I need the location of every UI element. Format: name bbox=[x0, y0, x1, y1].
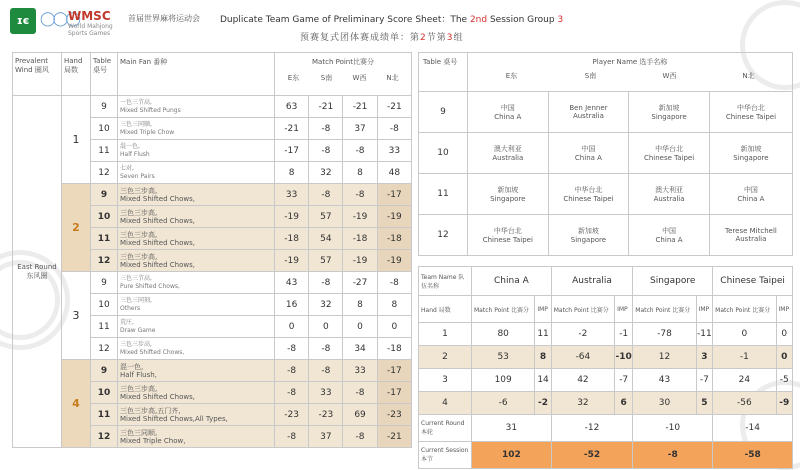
imp-cell: 14 bbox=[535, 369, 551, 392]
main-fan bbox=[118, 404, 275, 426]
match-point-cell: -1 bbox=[713, 346, 776, 369]
fan-chinese: 三色三节高, bbox=[120, 274, 152, 282]
fan-chinese: 七对, bbox=[120, 164, 134, 172]
match-point-cell: -17 bbox=[377, 184, 411, 206]
imp-cell: -1 bbox=[615, 323, 633, 346]
player-team: China A bbox=[574, 154, 602, 162]
match-point-cell: 33 bbox=[275, 184, 309, 206]
match-point-cell: 12 bbox=[633, 346, 696, 369]
hand-number: 1 bbox=[62, 96, 91, 184]
table-number: 9 bbox=[419, 92, 468, 133]
page-header bbox=[0, 0, 800, 46]
table-number: 9 bbox=[91, 96, 118, 118]
match-point-cell: 57 bbox=[309, 206, 343, 228]
main-fan bbox=[118, 250, 275, 272]
player-name-cell bbox=[468, 92, 549, 133]
main-fan bbox=[118, 272, 275, 294]
match-point-cell: -8 bbox=[309, 118, 343, 140]
rings-icon: ◯◯◯ bbox=[40, 11, 79, 27]
hand-row bbox=[13, 184, 412, 206]
match-point-cell: 16 bbox=[275, 294, 309, 316]
page-subtitle: 预赛复式团体赛成绩单：第2节第3组 bbox=[300, 33, 464, 43]
table-number: 10 bbox=[91, 294, 118, 316]
table-number: 12 bbox=[91, 426, 118, 448]
match-point-cell: 80 bbox=[472, 323, 535, 346]
player-team: Singapore bbox=[733, 154, 769, 162]
player-team: Singapore bbox=[570, 236, 607, 244]
player-name-cell bbox=[629, 92, 710, 133]
hand-number: 3 bbox=[62, 272, 91, 360]
header-match-point: Match Point 比赛分 bbox=[713, 296, 776, 323]
match-point-cell: 54 bbox=[309, 228, 343, 250]
fan-chinese: 三色三步高, bbox=[120, 186, 158, 195]
player-team: Australia bbox=[492, 154, 524, 162]
match-point-cell: 43 bbox=[275, 272, 309, 294]
player-name-cell bbox=[709, 92, 792, 133]
imp-cell: 5 bbox=[696, 392, 713, 415]
match-point-cell: -2 bbox=[551, 323, 614, 346]
player-name-cell bbox=[629, 215, 710, 256]
fan-english: Mixed Shifted Chows, bbox=[120, 392, 195, 401]
match-point-cell: -8 bbox=[343, 426, 377, 448]
imp-cell: 3 bbox=[696, 346, 713, 369]
match-point-cell: -17 bbox=[275, 140, 309, 162]
fan-english: Mixed Shifted Chows,All Types, bbox=[120, 414, 228, 423]
match-point-cell: -19 bbox=[343, 206, 377, 228]
player-row bbox=[419, 133, 793, 174]
table-number: 10 bbox=[91, 206, 118, 228]
match-point-cell: -21 bbox=[275, 118, 309, 140]
player-name: 中国 bbox=[662, 227, 677, 235]
team-hand-row bbox=[419, 392, 793, 415]
main-fan bbox=[118, 228, 275, 250]
fan-chinese: 一色三节高, bbox=[120, 98, 152, 106]
match-point-cell: -18 bbox=[377, 338, 411, 360]
player-team: Australia bbox=[572, 112, 604, 120]
match-point-cell: -8 bbox=[309, 338, 343, 360]
current-round-cell: -10 bbox=[633, 415, 713, 442]
current-round-cell: 31 bbox=[472, 415, 552, 442]
table-number: 11 bbox=[419, 174, 468, 215]
fan-english: Half Flush, bbox=[120, 370, 157, 379]
fan-chinese: 三色三步高, bbox=[120, 230, 158, 239]
match-point-cell: 30 bbox=[633, 392, 696, 415]
player-name: 新加坡 bbox=[740, 145, 762, 153]
player-name: 中国 bbox=[743, 186, 758, 194]
match-point-cell: -18 bbox=[275, 228, 309, 250]
player-name: 中华台北 bbox=[493, 227, 522, 235]
table-number: 9 bbox=[91, 184, 118, 206]
header-imp: IMP bbox=[776, 296, 793, 323]
imp-cell: -10 bbox=[615, 346, 633, 369]
match-point-cell: 0 bbox=[275, 316, 309, 338]
match-point-cell: -8 bbox=[275, 426, 309, 448]
header-fan: Main Fan 番种 bbox=[118, 53, 275, 96]
match-point-cell: -8 bbox=[275, 382, 309, 404]
player-name: 新加坡 bbox=[577, 227, 599, 235]
hand-number: 1 bbox=[419, 323, 472, 346]
team-hand-row bbox=[419, 369, 793, 392]
match-point-cell: 37 bbox=[343, 118, 377, 140]
table-number: 11 bbox=[91, 404, 118, 426]
table-number: 9 bbox=[91, 272, 118, 294]
header-match-point: Match Point 比赛分 bbox=[633, 296, 696, 323]
page-title: Duplicate Team Game of Preliminary Score Sheet：The 2nd Session Group 3 bbox=[220, 15, 564, 25]
imp-cell: 6 bbox=[615, 392, 633, 415]
player-name: 中华台北 bbox=[655, 145, 684, 153]
current-session-label: Current Session 本节 bbox=[419, 442, 472, 469]
org-name: 首届世界麻将运动会 bbox=[128, 14, 200, 23]
fan-chinese: 三色三同刻, bbox=[120, 296, 152, 304]
hand-number: 4 bbox=[62, 360, 91, 448]
main-fan bbox=[118, 184, 275, 206]
match-point-cell: -18 bbox=[377, 228, 411, 250]
main-fan bbox=[118, 206, 275, 228]
header-table: Table 桌号 bbox=[419, 53, 468, 92]
player-team: China A bbox=[655, 236, 683, 244]
match-point-cell: 8 bbox=[377, 294, 411, 316]
header-match-point: Match Point比赛分 E东 S南 W西 N北 bbox=[275, 53, 412, 96]
match-point-cell: -8 bbox=[343, 140, 377, 162]
fan-chinese: 三色三同顺, bbox=[120, 428, 158, 437]
match-point-cell: 37 bbox=[309, 426, 343, 448]
match-point-cell: -8 bbox=[275, 360, 309, 382]
match-point-cell: -78 bbox=[633, 323, 696, 346]
match-point-cell: -23 bbox=[377, 404, 411, 426]
match-point-cell: -8 bbox=[309, 184, 343, 206]
player-team: China A bbox=[737, 195, 765, 203]
imp-cell: -11 bbox=[696, 323, 713, 346]
main-fan bbox=[118, 162, 275, 184]
organizer-logo: ɪє bbox=[10, 8, 36, 34]
imp-cell: -5 bbox=[776, 369, 793, 392]
table-number: 12 bbox=[91, 250, 118, 272]
table-number: 10 bbox=[91, 118, 118, 140]
match-point-cell: -19 bbox=[343, 250, 377, 272]
match-point-cell: -8 bbox=[343, 184, 377, 206]
player-name: 澳大利亚 bbox=[493, 145, 522, 153]
match-point-cell: -8 bbox=[377, 118, 411, 140]
fan-chinese: 三色三同顺, bbox=[120, 120, 152, 128]
match-point-cell: -27 bbox=[343, 272, 377, 294]
player-name-cell bbox=[468, 174, 549, 215]
table-number: 10 bbox=[419, 133, 468, 174]
player-team: Chinese Taipei bbox=[563, 195, 614, 203]
match-point-cell: -19 bbox=[377, 206, 411, 228]
fan-english: Others bbox=[120, 304, 141, 312]
player-name-cell bbox=[548, 174, 629, 215]
team-name: China A bbox=[472, 267, 552, 296]
table-number: 11 bbox=[91, 140, 118, 162]
fan-english: Mixed Shifted Chows, bbox=[120, 260, 195, 269]
player-name-cell bbox=[548, 92, 629, 133]
header-wind: Prevalent Wind 圈风 bbox=[13, 53, 62, 96]
current-session-row bbox=[419, 442, 793, 469]
match-point-cell: -19 bbox=[275, 250, 309, 272]
team-name: Chinese Taipei bbox=[713, 267, 793, 296]
player-team: Singapore bbox=[490, 195, 526, 203]
match-point-cell: 53 bbox=[472, 346, 535, 369]
player-team: Singapore bbox=[651, 113, 687, 121]
player-name: 新加坡 bbox=[497, 186, 519, 194]
player-name-cell bbox=[468, 133, 549, 174]
current-round-cell: -12 bbox=[551, 415, 633, 442]
player-team: Chinese Taipei bbox=[643, 154, 695, 162]
fan-chinese: 三色三步高, bbox=[120, 208, 158, 217]
player-name-cell bbox=[548, 133, 629, 174]
match-point-cell: -6 bbox=[472, 392, 535, 415]
imp-cell: 0 bbox=[776, 323, 793, 346]
header-hand: Hand 局数 bbox=[419, 296, 472, 323]
imp-cell: 11 bbox=[535, 323, 551, 346]
fan-english: Mixed Shifted Chows, bbox=[120, 348, 185, 356]
fan-chinese: 三色三步高,五门齐, bbox=[120, 406, 181, 415]
fan-english: Seven Pairs bbox=[120, 172, 155, 180]
match-point-cell: 0 bbox=[343, 316, 377, 338]
header-match-point: Match Point 比赛分 bbox=[551, 296, 614, 323]
team-subheader bbox=[419, 296, 793, 323]
player-name: 中华台北 bbox=[736, 104, 765, 112]
match-point-cell: 8 bbox=[343, 294, 377, 316]
header-imp: IMP bbox=[535, 296, 551, 323]
match-point-cell: 32 bbox=[551, 392, 614, 415]
player-name: Ben Jenner bbox=[569, 104, 608, 112]
hand-row bbox=[13, 272, 412, 294]
fan-english: Mixed Triple Chow, bbox=[120, 436, 186, 445]
match-point-cell: -8 bbox=[309, 360, 343, 382]
player-name: 澳大利亚 bbox=[655, 186, 684, 194]
match-point-cell: -8 bbox=[309, 272, 343, 294]
match-point-cell: 32 bbox=[309, 294, 343, 316]
team-hand-row bbox=[419, 323, 793, 346]
hand-number: 2 bbox=[419, 346, 472, 369]
match-point-cell: -21 bbox=[309, 96, 343, 118]
player-name: 中国 bbox=[500, 104, 515, 112]
main-fan bbox=[118, 360, 275, 382]
header-team-name: Team Name 队伍名称 bbox=[419, 267, 472, 296]
table-number: 9 bbox=[91, 360, 118, 382]
match-point-cell: 24 bbox=[713, 369, 776, 392]
player-name: 中华台北 bbox=[574, 186, 603, 194]
main-fan bbox=[118, 140, 275, 162]
player-name-cell bbox=[548, 215, 629, 256]
header-imp: IMP bbox=[696, 296, 713, 323]
hand-number: 3 bbox=[419, 369, 472, 392]
main-fan bbox=[118, 118, 275, 140]
player-name-table bbox=[418, 52, 793, 256]
match-point-cell: -19 bbox=[275, 206, 309, 228]
wmsc-logo: ◯◯◯ WMSC World Mahjong Sports Games bbox=[40, 9, 113, 37]
match-point-cell: -8 bbox=[275, 338, 309, 360]
hand-number: 2 bbox=[62, 184, 91, 272]
fan-chinese: 三色三步高, bbox=[120, 340, 152, 348]
current-session-cell: 102 bbox=[472, 442, 552, 469]
imp-cell: -9 bbox=[776, 392, 793, 415]
header-table: Table 桌号 bbox=[91, 53, 118, 96]
match-point-cell: 33 bbox=[377, 140, 411, 162]
player-name: Terese Mitchell bbox=[725, 227, 777, 235]
match-point-cell: -17 bbox=[377, 360, 411, 382]
match-point-cell: 0 bbox=[309, 316, 343, 338]
match-point-cell: 8 bbox=[275, 162, 309, 184]
match-point-cell: -17 bbox=[377, 382, 411, 404]
match-point-cell: 8 bbox=[343, 162, 377, 184]
table-number: 12 bbox=[419, 215, 468, 256]
match-point-cell: 43 bbox=[633, 369, 696, 392]
prevalent-wind: East Round 东风圈 bbox=[13, 96, 62, 448]
match-point-cell: 32 bbox=[309, 162, 343, 184]
match-point-cell: 42 bbox=[551, 369, 614, 392]
match-point-cell: 63 bbox=[275, 96, 309, 118]
player-name-cell bbox=[709, 174, 792, 215]
player-name-cell bbox=[468, 215, 549, 256]
current-session-cell: -58 bbox=[713, 442, 793, 469]
match-point-cell: 33 bbox=[309, 382, 343, 404]
table-number: 12 bbox=[91, 162, 118, 184]
match-point-cell: 57 bbox=[309, 250, 343, 272]
match-point-cell: 0 bbox=[377, 316, 411, 338]
fan-english: Mixed Triple Chow bbox=[120, 128, 175, 136]
fan-english: Mixed Shifted Chows, bbox=[120, 238, 195, 247]
team-score-table bbox=[418, 266, 793, 469]
main-fan bbox=[118, 96, 275, 118]
match-point-cell: -64 bbox=[551, 346, 614, 369]
match-point-cell: -56 bbox=[713, 392, 776, 415]
header-match-point: Match Point 比赛分 bbox=[472, 296, 535, 323]
team-name: Australia bbox=[551, 267, 633, 296]
player-name-cell bbox=[709, 133, 792, 174]
match-point-cell: -19 bbox=[377, 250, 411, 272]
imp-cell: 8 bbox=[535, 346, 551, 369]
player-team: China A bbox=[494, 113, 522, 121]
team-hand-row bbox=[419, 346, 793, 369]
main-fan bbox=[118, 426, 275, 448]
hand-row bbox=[13, 360, 412, 382]
fan-chinese: 三色三步高, bbox=[120, 252, 158, 261]
match-point-cell: -23 bbox=[275, 404, 309, 426]
match-point-cell: -8 bbox=[377, 272, 411, 294]
imp-cell: 0 bbox=[776, 346, 793, 369]
fan-chinese: 三色三步高, bbox=[120, 384, 158, 393]
hand-number: 4 bbox=[419, 392, 472, 415]
fan-english: Half Flush bbox=[120, 150, 150, 158]
fan-chinese: 混一色, bbox=[120, 142, 140, 150]
current-round-row bbox=[419, 415, 793, 442]
hand-score-table bbox=[12, 52, 412, 448]
match-point-cell: -21 bbox=[377, 426, 411, 448]
player-name-cell bbox=[629, 133, 710, 174]
main-fan bbox=[118, 338, 275, 360]
fan-english: Draw Game bbox=[120, 326, 156, 334]
player-team: Australia bbox=[653, 195, 685, 203]
main-fan bbox=[118, 382, 275, 404]
match-point-cell: 0 bbox=[713, 323, 776, 346]
hand-row bbox=[13, 96, 412, 118]
player-row bbox=[419, 92, 793, 133]
imp-cell: -7 bbox=[615, 369, 633, 392]
match-point-cell: -8 bbox=[343, 382, 377, 404]
header-player-name: Player Name 选手名称 E东 S南 W西 N北 bbox=[468, 53, 793, 92]
match-point-cell: 48 bbox=[377, 162, 411, 184]
main-fan bbox=[118, 294, 275, 316]
fan-english: Mixed Shifted Chows, bbox=[120, 194, 195, 203]
player-name-cell bbox=[629, 174, 710, 215]
current-session-cell: -8 bbox=[633, 442, 713, 469]
team-name: Singapore bbox=[633, 267, 713, 296]
current-round-label: Current Round 本轮 bbox=[419, 415, 472, 442]
match-point-cell: 34 bbox=[343, 338, 377, 360]
imp-cell: -2 bbox=[535, 392, 551, 415]
player-name: 新加坡 bbox=[658, 104, 680, 112]
fan-english: Mixed Shifted Chows, bbox=[120, 216, 195, 225]
player-team: Australia bbox=[735, 235, 767, 243]
table-number: 11 bbox=[91, 228, 118, 250]
player-team: Chinese Taipei bbox=[725, 113, 777, 121]
match-point-cell: 33 bbox=[343, 360, 377, 382]
match-point-cell: -21 bbox=[377, 96, 411, 118]
main-fan bbox=[118, 316, 275, 338]
table-number: 12 bbox=[91, 338, 118, 360]
player-name: 中国 bbox=[581, 145, 596, 153]
match-point-cell: 109 bbox=[472, 369, 535, 392]
table-number: 10 bbox=[91, 382, 118, 404]
player-row bbox=[419, 174, 793, 215]
fan-chinese: 荒庄, bbox=[120, 318, 134, 326]
header-hand: Hand 局数 bbox=[62, 53, 91, 96]
header-imp: IMP bbox=[615, 296, 633, 323]
player-team: Chinese Taipei bbox=[482, 236, 533, 244]
current-round-cell: -14 bbox=[713, 415, 793, 442]
fan-chinese: 混一色, bbox=[120, 362, 144, 371]
match-point-cell: -21 bbox=[343, 96, 377, 118]
player-row bbox=[419, 215, 793, 256]
match-point-cell: 69 bbox=[343, 404, 377, 426]
current-session-cell: -52 bbox=[551, 442, 633, 469]
imp-cell: -7 bbox=[696, 369, 713, 392]
fan-english: Pure Shifted Chows, bbox=[120, 282, 180, 290]
table-number: 11 bbox=[91, 316, 118, 338]
match-point-cell: -18 bbox=[343, 228, 377, 250]
player-name-cell bbox=[709, 215, 792, 256]
match-point-cell: -8 bbox=[309, 140, 343, 162]
fan-english: Mixed Shifted Pungs bbox=[120, 106, 181, 114]
match-point-cell: -23 bbox=[309, 404, 343, 426]
